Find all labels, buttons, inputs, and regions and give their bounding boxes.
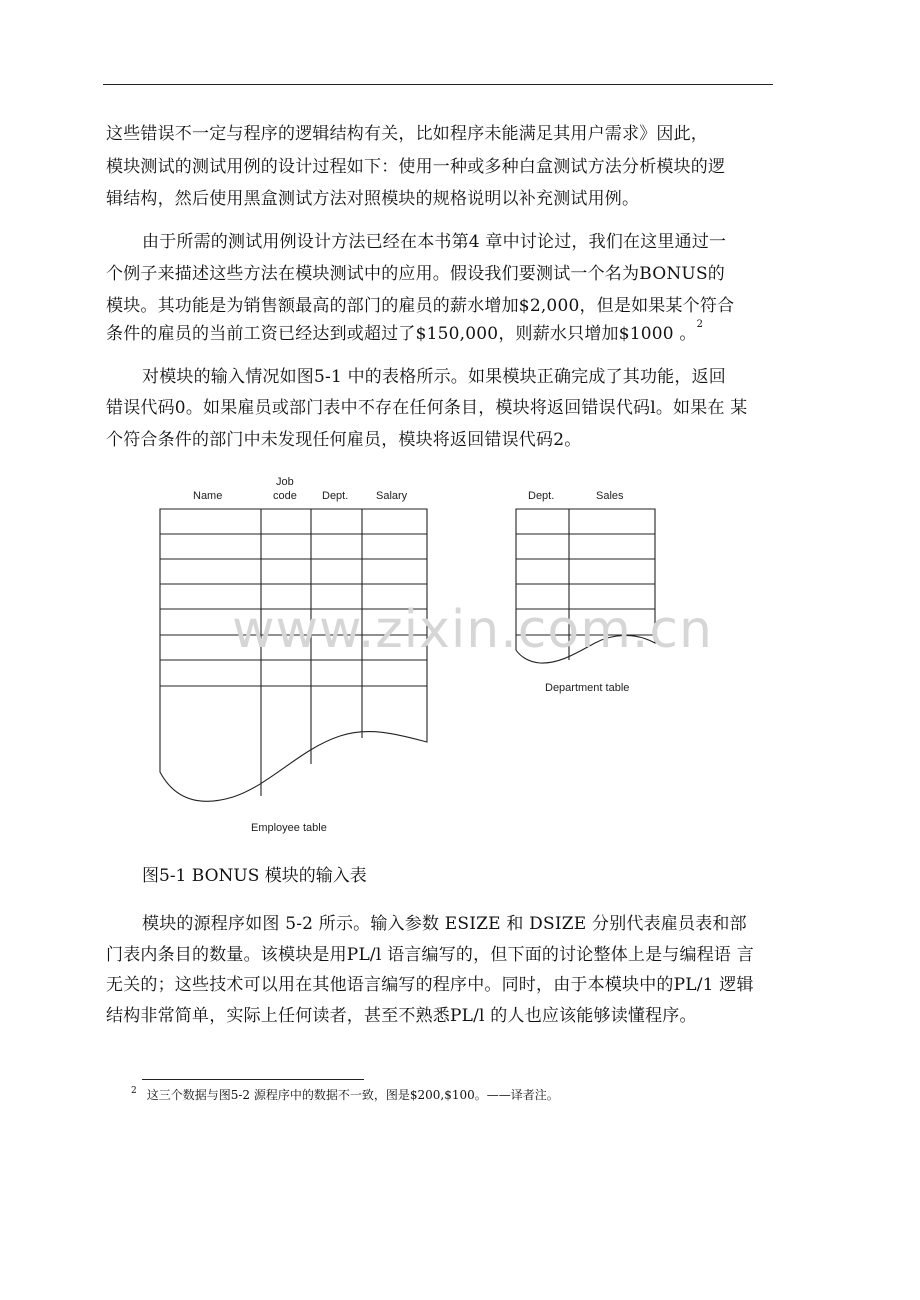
- paragraph-3-line-2: 错误代码0。如果雇员或部门表中不存在任何条目，模块将返回错误代码l。如果在 某: [106, 398, 748, 418]
- employee-header-dept: Dept.: [322, 490, 349, 502]
- paragraph-4-line-3: 无关的；这些技术可以用在其他语言编写的程序中。同时，由于本模块中的PL/1 逻辑: [106, 975, 754, 995]
- employee-header-salary: Salary: [376, 490, 408, 502]
- paragraph-4-line-1: 模块的源程序如图 5-2 所示。输入参数 ESIZE 和 DSIZE 分别代表雇员表和部: [142, 914, 747, 934]
- footnote-text: 这三个数据与图5-2 源程序中的数据不一致，图是$200,$100。——译者注。: [146, 1088, 559, 1102]
- paragraph-2-line-4-text: 条件的雇员的当前工资已经达到或超过了$150,000，则薪水只增加$1000 。: [106, 324, 697, 344]
- paragraph-4-line-4: 结构非常简单，实际上任何读者，甚至不熟悉PL/l 的人也应该能够读懂程序。: [106, 1006, 697, 1026]
- department-table-label: Department table: [545, 682, 630, 694]
- department-header-sales: Sales: [596, 490, 624, 502]
- watermark: www.zixin.com.cn: [232, 600, 713, 660]
- employee-table-label: Employee table: [251, 822, 327, 834]
- paragraph-1-line-3: 辑结构，然后使用黑盒测试方法对照模块的规格说明以补充测试用例。: [106, 189, 640, 209]
- paragraph-2-line-3: 模块。其功能是为销售额最高的部门的雇员的薪水增加$2,000，但是如果某个符合: [106, 296, 735, 316]
- footnote-mark: 2: [131, 1086, 137, 1096]
- footnote: [131, 1086, 559, 1103]
- paragraph-4-line-2: 门表内条目的数量。该模块是用PL/l 语言编写的，但下面的讨论整体上是与编程语 言: [106, 945, 754, 965]
- paragraph-2-line-1: 由于所需的测试用例设计方法已经在本书第4 章中讨论过，我们在这里通过一: [142, 232, 727, 252]
- department-header-dept: Dept.: [528, 490, 555, 502]
- footnote-reference: 2: [696, 319, 704, 330]
- employee-header-code: code: [273, 490, 297, 502]
- paragraph-1-line-1: 这些错误不一定与程序的逻辑结构有关，比如程序未能满足其用户需求》因此，: [106, 124, 708, 144]
- paragraph-2-line-2: 个例子来描述这些方法在模块测试中的应用。假设我们要测试一个名为BONUS的: [106, 264, 725, 284]
- figure-caption: 图5-1 BONUS 模块的输入表: [142, 866, 367, 886]
- employee-header-job: Job: [276, 476, 294, 488]
- paragraph-3-line-3: 个符合条件的部门中未发现任何雇员，模块将返回错误代码2。: [106, 430, 582, 450]
- paragraph-1-line-2: 模块测试的测试用例的设计过程如下：使用一种或多种白盒测试方法分析模块的逻: [106, 157, 726, 177]
- paragraph-3-line-1: 对模块的输入情况如图5-1 中的表格所示。如果模块正确完成了其功能，返回: [142, 367, 726, 387]
- employee-header-name: Name: [193, 490, 223, 502]
- footnote-rule: [142, 1079, 364, 1080]
